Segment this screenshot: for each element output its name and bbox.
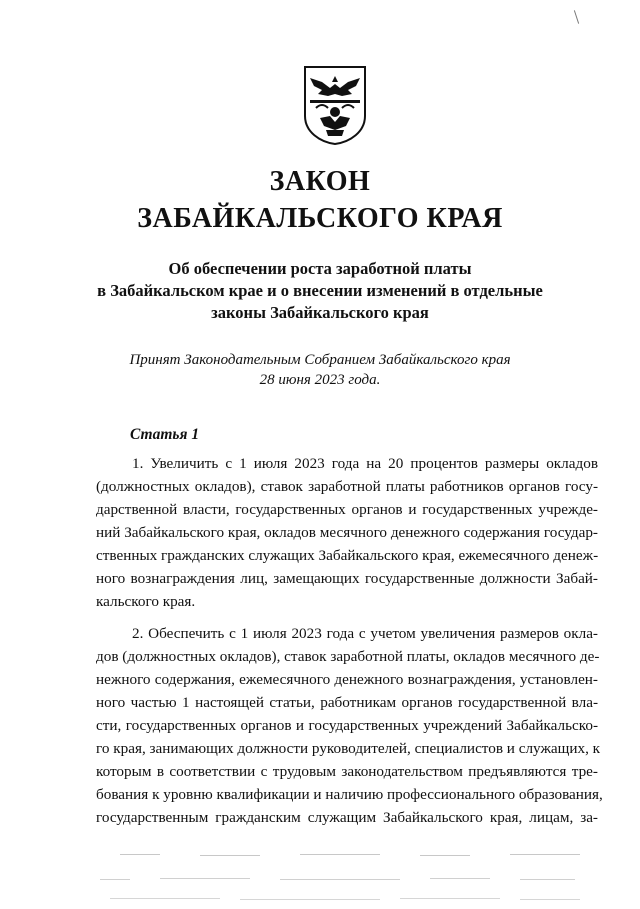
law-title: ЗАКОН bbox=[269, 166, 371, 197]
body-line: ного частью 1 настоящей статьи, работникам органов государственной вла- bbox=[96, 694, 598, 711]
scan-noise bbox=[90, 852, 590, 860]
body-line: го края, занимающих должности руководителей, специалистов и служащих, к bbox=[96, 740, 601, 757]
body-line: ного вознаграждения лиц, замещающих государственные должности Забай- bbox=[96, 570, 598, 587]
scan-mark bbox=[574, 10, 579, 24]
body-line: которым в соответствии с трудовым законодательством предъявляются тре- bbox=[96, 763, 598, 780]
body-line: ственных гражданских служащих Забайкальского края, ежемесячного денеж- bbox=[96, 547, 599, 564]
body-line: 2. Обеспечить с 1 июля 2023 года с учетом увеличения размеров окла- bbox=[132, 625, 598, 642]
body-line: дарственной власти, государственных органов и государственных учрежде- bbox=[96, 501, 598, 518]
law-subtitle-line: законы Забайкальского края bbox=[211, 303, 429, 322]
body-line: 1. Увеличить с 1 июля 2023 года на 20 процентов размеры окладов bbox=[132, 455, 598, 472]
adoption-note: Принят Законодательным Собранием Забайкальского края bbox=[129, 352, 511, 368]
adoption-date: 28 июня 2023 года. bbox=[259, 372, 381, 388]
article-heading: Статья 1 bbox=[130, 426, 200, 443]
law-subtitle-line: в Забайкальском крае и о внесении изменений в отдельные bbox=[97, 281, 543, 300]
body-line: (должностных окладов), ставок заработной платы работников органов госу- bbox=[96, 478, 598, 495]
scan-noise bbox=[90, 876, 590, 884]
body-line: нежного содержания, ежемесячного денежного вознаграждения, установлен- bbox=[96, 671, 598, 688]
scan-noise bbox=[90, 896, 590, 904]
body-line: сти, государственных органов и государственных учреждений Забайкальско- bbox=[96, 717, 598, 734]
law-subtitle-line: Об обеспечении роста заработной платы bbox=[168, 259, 472, 278]
body-line: государственным гражданским служащим Забайкальского края, лицам, за- bbox=[96, 809, 598, 826]
region-title: ЗАБАЙКАЛЬСКОГО КРАЯ bbox=[137, 203, 503, 234]
body-line: дов (должностных окладов), ставок заработной платы, окладов месячного де- bbox=[96, 648, 600, 665]
body-line: кальского края. bbox=[96, 593, 196, 610]
coat-of-arms-icon bbox=[302, 64, 368, 146]
body-line: ний Забайкальского края, окладов месячного денежного содержания государ- bbox=[96, 524, 598, 541]
body-line: бования к уровню квалификации и наличию профессионального образования, bbox=[96, 786, 603, 803]
